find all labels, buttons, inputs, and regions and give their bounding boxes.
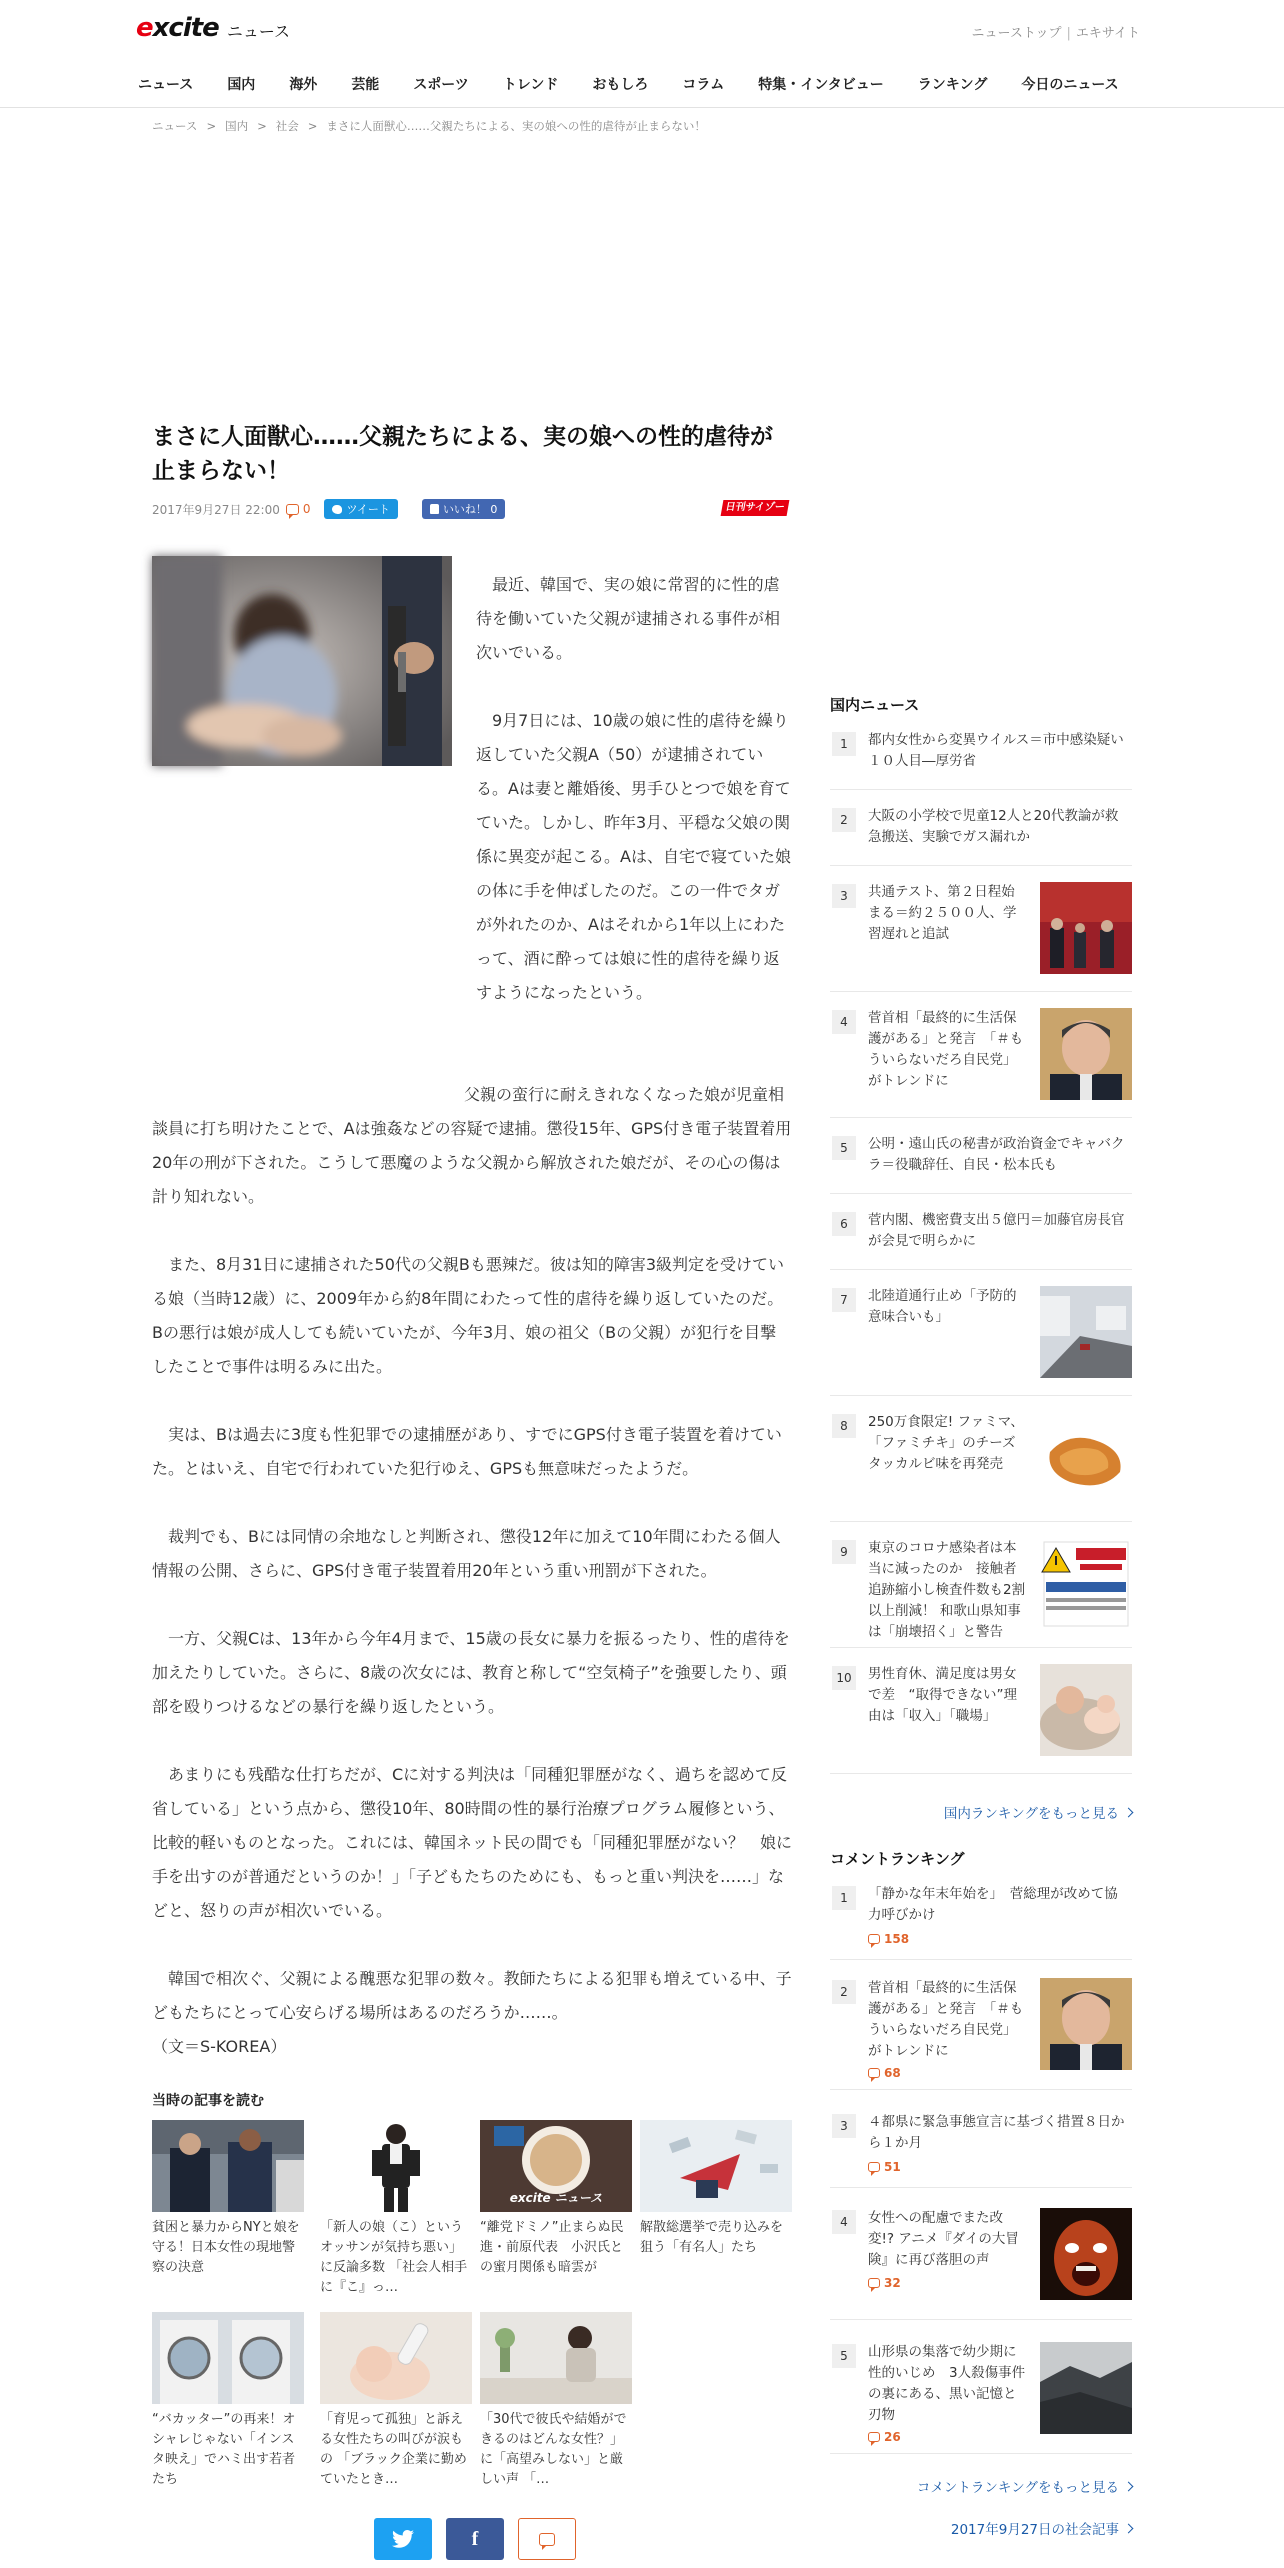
rank-comment-count: 32	[868, 2276, 901, 2290]
rank-title: 女性への配慮でまた改変!? アニメ『ダイの大冒険』に再び落胆の声	[868, 2210, 1019, 2268]
comment-rank-item[interactable]	[830, 1978, 1132, 2090]
rank-title: ４都県に緊急事態宣言に基づく措置８日から１か月	[868, 2114, 1125, 2151]
nav-trend[interactable]: トレンド	[502, 77, 559, 93]
rank-title: 菅首相「最終的に生活保護がある」と発言 「＃もういらないだろ自民党」がトレンドに	[868, 1010, 1024, 1089]
domestic-rank-item[interactable]	[830, 1538, 1132, 1648]
thumbs-up-icon	[430, 504, 439, 514]
rank-number: 3	[832, 2114, 856, 2138]
site-header	[0, 0, 1284, 108]
domestic-rank-item[interactable]	[830, 730, 1132, 790]
nav-sports[interactable]: スポーツ	[413, 77, 469, 93]
rank-title: 男性育休、満足度は男女で差 “取得できない”理由は「収入」「職場」	[868, 1666, 1017, 1724]
rank-comment-count: 51	[868, 2160, 901, 2174]
nav-today[interactable]: 今日のニュース	[1021, 77, 1119, 93]
rank-number: 2	[832, 1980, 856, 2004]
rank-title: 公明・遠山氏の秘書が政治資金でキャバクラ＝役職辞任、自民・松本氏も	[868, 1136, 1125, 1173]
rank-comment-count: 158	[868, 1932, 909, 1946]
article-paragraph: 実は、Bは過去に3度も性犯罪での逮捕歴があり、すでにGPS付き電子装置を着けていた。とはいえ、自宅で行われていた犯行ゆえ、GPSも無意味だったようだ。	[152, 1425, 782, 1478]
facebook-f-icon: f	[471, 2527, 479, 2550]
twitter-bird-icon	[332, 505, 342, 514]
article-paragraph: 9月7日には、10歳の娘に性的虐待を繰り返していた父親A（50）が逮捕されている。Aは妻と離婚後、男手ひとつで娘を育てていた。しかし、昨年3月、平穏な父娘の関係に異変が起こる。Aは、自宅で寝ていた娘の体に手を伸ばしたのだ。この一件でタガが外れたのか、Aはそれから1年以上にわたって、酒に酔っては娘に性的虐待を繰り返すようになったという。	[476, 711, 791, 1002]
rank-number: 9	[832, 1540, 856, 1564]
rank-thumb	[1040, 1412, 1132, 1504]
nav-overseas[interactable]: 海外	[289, 77, 318, 93]
comment-rank-item[interactable]	[830, 2208, 1132, 2320]
article-meta	[152, 498, 792, 520]
rank-number: 4	[832, 2210, 856, 2234]
svg-text:excite ニュース: excite ニュース	[509, 2191, 603, 2205]
rank-number: 5	[832, 1136, 856, 1160]
article-photo	[152, 556, 452, 766]
rank-title: 250万食限定! ファミマ、「ファミチキ」のチーズタッカルビ味を再発売	[868, 1414, 1024, 1472]
comment-ranking-more-link[interactable]: コメントランキングをもっと見る	[917, 2476, 1132, 2496]
rank-thumb	[1040, 882, 1132, 974]
rank-number: 1	[832, 732, 856, 756]
nav-entertainment[interactable]: 芸能	[351, 77, 380, 93]
nav-column[interactable]: コラム	[682, 77, 725, 93]
rank-thumb	[1040, 1286, 1132, 1378]
related-article[interactable]: 解散総選挙で売り込みを狙う「有名人」たち	[640, 2120, 792, 2278]
twitter-bird-icon	[392, 2530, 414, 2548]
rank-number: 8	[832, 1414, 856, 1438]
rank-title: 「静かな年末年始を」 菅総理が改めて協力呼びかけ	[868, 1886, 1118, 1923]
related-article[interactable]: excite ニュース “離党ドミノ”止まらぬ民進・前原代表 小沢氏との蜜月関係も暗雲が	[480, 2120, 632, 2278]
article-date: 2017年9月27日 22:00	[152, 502, 280, 517]
comment-bubble-icon	[868, 2432, 880, 2442]
domestic-rank-item[interactable]	[830, 1134, 1132, 1194]
rank-thumb	[1040, 2342, 1132, 2434]
article-paragraph: 韓国で相次ぐ、父親による醜悪な犯罪の数々。教師たちによる犯罪も増えている中、子どもたちにとって心安らげる場所はあるのだろうか……。	[152, 1969, 792, 2022]
nav-domestic[interactable]: 国内	[227, 77, 256, 93]
related-thumb	[320, 2120, 472, 2212]
related-heading: 当時の記事を読む	[152, 2093, 264, 2109]
rank-comment-count: 68	[868, 2066, 901, 2080]
comment-ranking-heading: コメントランキング	[830, 1850, 965, 1868]
article-paragraph: 裁判でも、Bには同情の余地なしと判断され、懲役12年に加えて10年間にわたる個人情報の公開、さらに、GPS付き電子装置着用20年という重い刑罰が下された。	[152, 1527, 781, 1580]
rank-thumb	[1040, 1664, 1132, 1756]
domestic-rank-item[interactable]	[830, 1412, 1132, 1522]
rank-number: 7	[832, 1288, 856, 1312]
rank-number: 5	[832, 2344, 856, 2368]
article-paragraph: 最近、韓国で、実の娘に常習的に性的虐待を働いていた父親が逮捕される事件が相次いでいる。	[476, 575, 781, 662]
chevron-right-icon	[1124, 2523, 1134, 2533]
related-thumb	[480, 2312, 632, 2404]
share-twitter-button[interactable]	[374, 2518, 432, 2560]
rank-number: 4	[832, 1010, 856, 1034]
logo-excite: excite	[136, 13, 219, 43]
tweet-button[interactable]: ツイート	[324, 499, 397, 519]
article-paragraph: 一方、父親Cは、13年から今年4月まで、15歳の長女に暴力を振るったり、性的虐待を加えたりしていた。さらに、8歳の次女には、教育と称して“空気椅子”を強要したり、頭部を殴りつけるなどの暴行を繰り返したという。	[152, 1629, 790, 1716]
comment-bubble-icon	[868, 2068, 880, 2078]
top-links: ニューストップ | エキサイト	[971, 26, 1140, 41]
nav-feature[interactable]: 特集・インタビュー	[758, 77, 884, 93]
breadcrumb-news[interactable]: ニュース	[152, 119, 198, 133]
comment-bubble-icon	[868, 2278, 880, 2288]
rank-thumb	[1040, 1008, 1132, 1100]
nav-news[interactable]: ニュース	[138, 77, 194, 93]
breadcrumb-society[interactable]: 社会	[275, 119, 299, 133]
share-comment-button[interactable]	[518, 2518, 576, 2560]
domestic-rank-item[interactable]	[830, 1008, 1132, 1118]
breadcrumb: ニュース > 国内 > 社会 > まさに人面獣心……父親たちによる、実の娘への性的虐待が止まらない！	[152, 119, 706, 133]
article-comment-count[interactable]: 0	[286, 502, 311, 516]
comment-rank-item[interactable]	[830, 2342, 1132, 2454]
news-top-link[interactable]: ニューストップ	[971, 26, 1062, 41]
article-title: まさに人面獣心……父親たちによる、実の娘への性的虐待が止まらない！	[152, 424, 773, 484]
related-article[interactable]: 「30代で彼氏や結婚ができるのはどんな女性？」に「高望みしない」と厳しい声 「…	[480, 2312, 632, 2470]
source-logo[interactable]: 日刊サイゾー	[721, 500, 790, 516]
domestic-ranking-more-link[interactable]: 国内ランキングをもっと見る	[944, 1802, 1132, 1822]
related-thumb	[152, 2120, 304, 2212]
rank-number: 10	[832, 1666, 856, 1690]
rank-title: 都内女性から変異ウイルス＝市中感染疑い１０人目―厚労省	[868, 732, 1124, 769]
related-thumb	[480, 2120, 632, 2212]
related-article[interactable]: 「新人の娘（こ）というオッサンが気持ち悪い」に反論多数 「社会人相手に『こ』っ…	[320, 2120, 472, 2278]
related-article[interactable]: 貧困と暴力からNYと娘を守る！日本女性の現地警察の決意	[152, 2120, 304, 2278]
nav-ranking[interactable]: ランキング	[917, 77, 988, 93]
chevron-right-icon	[1124, 1807, 1134, 1817]
nav-funny[interactable]: おもしろ	[592, 77, 649, 93]
domestic-rank-item[interactable]	[830, 806, 1132, 866]
domestic-rank-item[interactable]	[830, 1210, 1132, 1270]
rank-number: 6	[832, 1212, 856, 1236]
article-paragraph: また、8月31日に逮捕された50代の父親Bも悪辣だ。彼は知的障害3級判定を受けている娘（当時12歳）に、2009年から約8年間にわたって性的虐待を繰り返していたのだ。Bの悪行は娘が成人しても続いていたが、今年3月、娘の祖父（Bの父親）が犯行を目撃したことで事件は明るみに出た。	[152, 1255, 785, 1376]
domestic-rank-item[interactable]	[830, 882, 1132, 992]
domestic-rank-item[interactable]	[830, 1286, 1132, 1396]
rank-number: 1	[832, 1886, 856, 1910]
rank-title: 北陸道通行止め「予防的意味合いも」	[868, 1288, 1017, 1325]
rank-title: 大阪の小学校で児童12人と20代教論が救急搬送、実験でガス漏れか	[868, 808, 1119, 845]
share-facebook-button[interactable]	[446, 2518, 504, 2560]
related-thumb	[320, 2312, 472, 2404]
date-articles-link[interactable]: 2017年9月27日の社会記事	[951, 2518, 1132, 2538]
rank-number: 3	[832, 884, 856, 908]
related-thumb	[640, 2120, 792, 2212]
breadcrumb-current: まさに人面獣心……父親たちによる、実の娘への性的虐待が止まらない！	[326, 119, 706, 133]
related-thumb	[152, 2312, 304, 2404]
article-credit: （文＝S-KOREA）	[152, 2037, 287, 2056]
chevron-right-icon	[1124, 2481, 1134, 2491]
rank-thumb	[1040, 1978, 1132, 2070]
comment-bubble-icon	[868, 1934, 880, 1944]
share-bar	[374, 2518, 590, 2560]
rank-thumb	[1040, 1538, 1132, 1630]
rank-title: 菅首相「最終的に生活保護がある」と発言 「＃もういらないだろ自民党」がトレンドに	[868, 1980, 1024, 2059]
article-header	[152, 420, 792, 520]
comment-bubble-icon	[286, 504, 299, 515]
related-article[interactable]: “バカッター”の再来！オシャレじゃない「インスタ映え」でハミ出す若者たち	[152, 2312, 304, 2470]
domestic-rank-item[interactable]	[830, 1664, 1132, 1774]
site-logo[interactable]	[136, 10, 290, 46]
rank-title: 山形県の集落で幼少期に性的いじめ 3人殺傷事件の裏にある、黒い記憶と刃物	[868, 2344, 1026, 2423]
comment-bubble-icon	[539, 2533, 555, 2546]
breadcrumb-domestic[interactable]: 国内	[225, 119, 249, 133]
facebook-like-button[interactable]: いいね！ 0	[422, 499, 506, 519]
logo-news: ニュース	[226, 21, 291, 41]
article-paragraph: あまりにも残酷な仕打ちだが、Cに対する判決は「同種犯罪歴がなく、過ちを認めて反省している」という点から、懲役10年、80時間の性的暴行治療プログラム履修という、比較的軽いものとなった。これには、韓国ネット民の間でも「同種犯罪歴がない？ 娘に手を出すのが普通だというのか！」「子どもたちのためにも、もっと重い判決を……」などと、怒りの声が相次いでいる。	[152, 1765, 793, 1920]
global-nav	[138, 62, 1119, 108]
comment-rank-item[interactable]	[830, 1884, 1132, 1960]
rank-number: 2	[832, 808, 856, 832]
rank-title: 共通テスト、第２日程始まる＝約２５００人、学習遅れと追試	[868, 884, 1017, 942]
comment-rank-item[interactable]	[830, 2112, 1132, 2188]
article-paragraph: 父親の蛮行に耐えきれなくなった娘が児童相談員に打ち明けたことで、Aは強姦などの容疑で逮捕。懲役15年、GPS付き電子装置着用20年の刑が下された。こうして悪魔のような父親から解放された娘だが、その心の傷は計り知れない。	[152, 1085, 792, 1206]
rank-thumb	[1040, 2208, 1132, 2300]
rank-title: 東京のコロナ感染者は本当に減ったのか 接触者追跡縮小し検査件数も2割以上削減！ 和歌山県知事は「崩壊招く」と警告	[868, 1540, 1026, 1640]
rank-comment-count: 26	[868, 2430, 901, 2444]
comment-bubble-icon	[868, 2162, 880, 2172]
excite-link[interactable]: エキサイト	[1075, 26, 1140, 41]
domestic-news-heading: 国内ニュース	[830, 696, 920, 714]
related-article[interactable]: 「育児って孤独」と訴える女性たちの叫びが涙もの 「ブラック企業に勤めていたとき…	[320, 2312, 472, 2470]
rank-title: 菅内閣、機密費支出５億円＝加藤官房長官が会見で明らかに	[868, 1212, 1125, 1249]
